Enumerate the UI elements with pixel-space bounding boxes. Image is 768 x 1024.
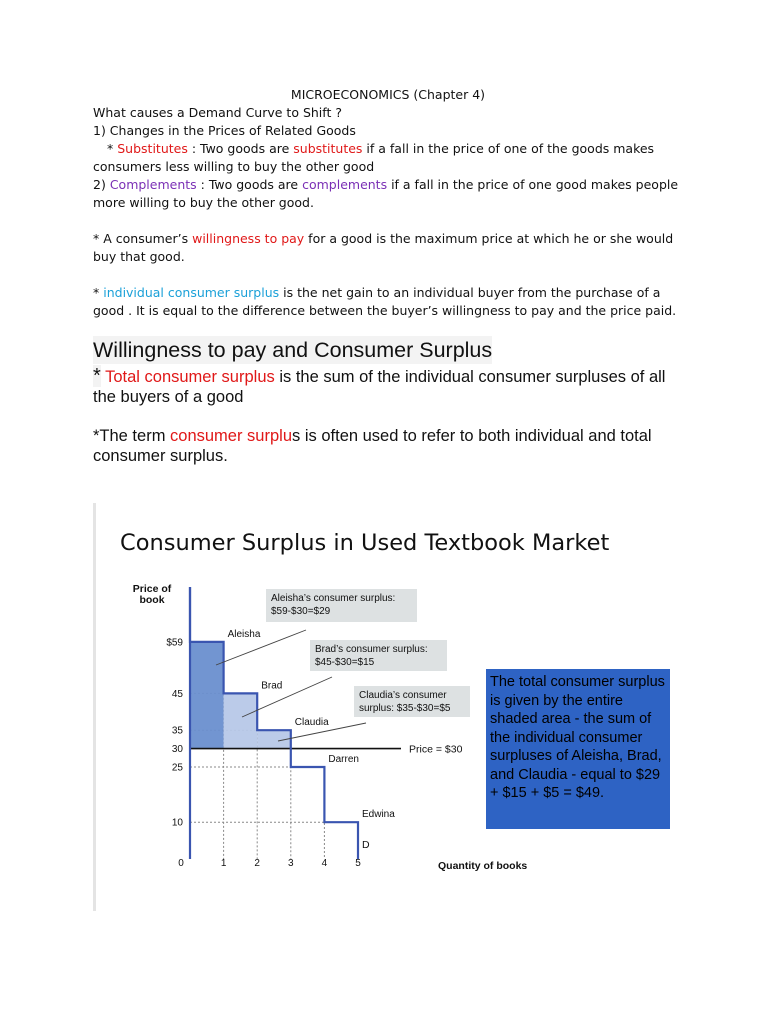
x-axis-label: Quantity of books — [438, 860, 528, 872]
y-tick-label: 25 — [171, 762, 183, 774]
x-tick-label: 3 — [288, 858, 294, 869]
y-tick-label: 35 — [171, 725, 183, 737]
substitutes-term: Substitutes — [117, 141, 188, 156]
buyer-label-edwina: Edwina — [362, 809, 395, 821]
y-axis-label-line1: Price of — [132, 583, 172, 595]
y-tick-label: 30 — [171, 744, 183, 756]
substitutes-definition: * Substitutes : Two goods are substitutes if a fall in the price of one of the goods makes consumers less willing to buy the other good — [93, 141, 655, 174]
total-surplus-box: The total consumer surplus is given by the entire shaded area - the sum of the individual consumer surpluses of Aleisha, Brad, and Claudia - equal to $29 + $15 + $5 = $49. — [486, 669, 670, 829]
section-heading: Willingness to pay and Consumer Surplus — [93, 338, 493, 362]
price-label: Price = $30 — [409, 743, 463, 756]
buyer-label-aleisha: Aleisha — [227, 628, 261, 640]
callout-line2-1: $59-$30=$29 — [271, 606, 331, 617]
chart-title: Consumer Surplus in Used Textbook Market — [120, 530, 610, 556]
callout-line2-2: $45-$30=$15 — [315, 657, 375, 668]
x-tick-label: 5 — [355, 858, 361, 869]
willingness-definition: * A consumer’s willingness to pay for a good is the maximum price at which he or she would buy that good. — [93, 231, 674, 264]
x-tick-label: 2 — [254, 858, 260, 869]
surplus-area-aleisha — [190, 642, 224, 749]
complements-definition: 2) Complements : Two goods are complements if a fall in the price of one good makes people more willing to buy the other good. — [93, 177, 679, 210]
item-1: 1) Changes in the Prices of Related Goods — [93, 123, 356, 138]
y-tick-label: 10 — [171, 817, 183, 829]
surplus-area-brad — [224, 693, 258, 748]
complements-term: Complements — [109, 177, 197, 192]
total-surplus-term: Total consumer surplus — [105, 368, 275, 386]
buyer-label-darren: Darren — [328, 754, 359, 765]
demand-label: D — [362, 839, 370, 851]
individual-surplus-definition: * individual consumer surplus is the net gain to an individual buyer from the purchase of a good . It is equal to the difference between the buyer’s willingness to pay and the price paid. — [93, 285, 677, 318]
total-surplus-definition: * Total consumer surplus is the sum of the individual consumer surpluses of all the buyers of a good — [93, 365, 666, 406]
willingness-term: willingness to pay — [192, 231, 305, 246]
callout-line1-1: Aleisha’s consumer surplus: — [271, 593, 396, 604]
x-tick-label: 1 — [220, 858, 227, 869]
callout-line1-3: Claudia’s consumer — [359, 690, 447, 701]
document-body — [93, 86, 683, 320]
document-title: MICROECONOMICS (Chapter 4) — [290, 87, 486, 102]
individual-surplus-term: individual consumer surplus — [103, 285, 280, 300]
x-tick-label: 4 — [321, 858, 328, 869]
y-tick-label: 45 — [171, 688, 183, 700]
y-tick-label: $59 — [166, 637, 183, 649]
consumer-surplus-note: *The term consumer surplus is often used to refer to both individual and total consumer surplus. — [93, 427, 652, 465]
question: What causes a Demand Curve to Shift ? — [93, 105, 342, 120]
callout-line1-2: Brad’s consumer surplus: — [315, 644, 428, 655]
consumer-surplus-figure — [93, 503, 678, 911]
callout-line2-3: surplus: $35-$30=$5 — [359, 703, 451, 714]
consumer-surplus-term: consumer surplu — [170, 427, 293, 445]
buyer-label-brad: Brad — [261, 680, 283, 692]
buyer-label-claudia: Claudia — [294, 717, 329, 729]
x-tick-label: 0 — [178, 858, 184, 869]
y-axis-label-line2: book — [139, 594, 165, 606]
